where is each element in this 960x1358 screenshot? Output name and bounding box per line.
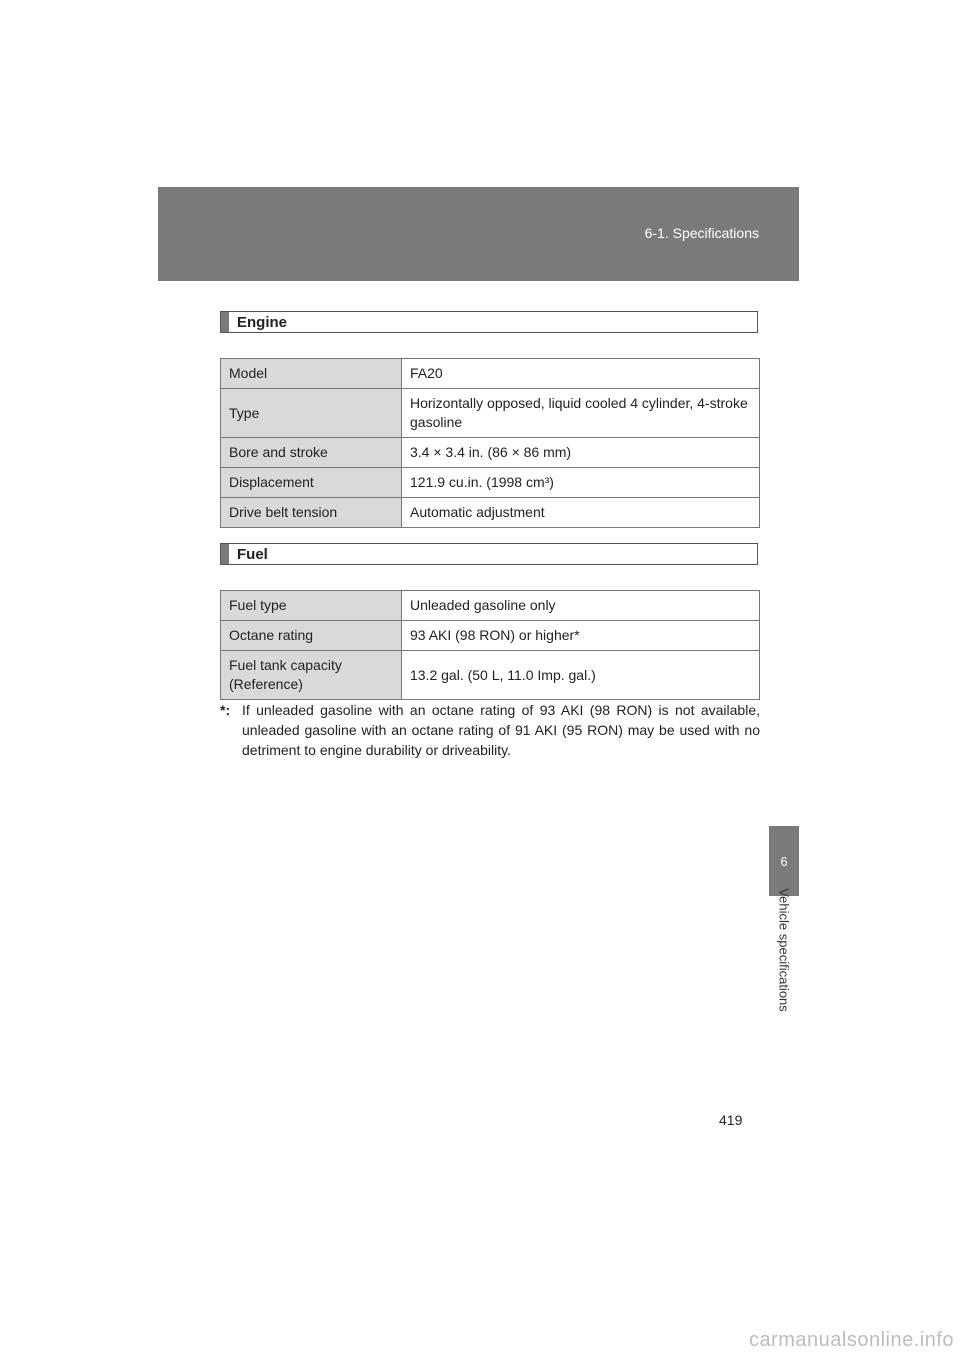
- footnote-text: If unleaded gasoline with an octane rating of 93 AKI (98 RON) is not available, unleaded gasoline with an octane rating of 91 AKI (95 RON) may be used with no detriment to engine durability or driveability.: [242, 702, 760, 758]
- row-label: Bore and stroke: [221, 438, 402, 468]
- row-value: 121.9 cu.in. (1998 cm³): [402, 468, 760, 498]
- engine-title: Engine: [237, 313, 288, 331]
- watermark: carmanualsonline.info: [748, 1329, 954, 1351]
- row-label: Fuel tank capacity (Reference): [221, 651, 402, 700]
- page-number: 419: [719, 1112, 743, 1128]
- table-row: [221, 389, 760, 438]
- fuel-table: [220, 590, 760, 700]
- table-row: [221, 359, 760, 389]
- footnote: [220, 700, 760, 760]
- fuel-title: Fuel: [237, 545, 268, 563]
- table-row: [221, 498, 760, 528]
- table-row: [221, 438, 760, 468]
- row-value: Automatic adjustment: [402, 498, 760, 528]
- section-title: 6-1. Specifications: [644, 225, 759, 241]
- row-value: FA20: [402, 359, 760, 389]
- row-value: 93 AKI (98 RON) or higher*: [402, 621, 760, 651]
- footnote-mark: *:: [220, 702, 231, 718]
- row-label: Type: [221, 389, 402, 438]
- row-value: 3.4 × 3.4 in. (86 × 86 mm): [402, 438, 760, 468]
- row-label: Model: [221, 359, 402, 389]
- row-value: 13.2 gal. (50 L, 11.0 Imp. gal.): [402, 651, 760, 700]
- table-row: [221, 621, 760, 651]
- chapter-label: Vehicle specifications: [776, 888, 792, 1012]
- heading-bar: [221, 312, 229, 332]
- row-value: Unleaded gasoline only: [402, 591, 760, 621]
- fuel-heading: [220, 543, 758, 565]
- heading-bar: [221, 544, 229, 564]
- row-label: Drive belt tension: [221, 498, 402, 528]
- table-row: [221, 651, 760, 700]
- chapter-number: 6: [780, 853, 788, 869]
- header-band: [158, 187, 799, 281]
- row-label: Displacement: [221, 468, 402, 498]
- table-row: [221, 591, 760, 621]
- engine-table: [220, 358, 760, 528]
- table-row: [221, 468, 760, 498]
- row-label: Octane rating: [221, 621, 402, 651]
- row-label: Fuel type: [221, 591, 402, 621]
- row-value: Horizontally opposed, liquid cooled 4 cylinder, 4-stroke gasoline: [402, 389, 760, 438]
- chapter-tab: [769, 826, 799, 896]
- engine-heading: [220, 311, 758, 333]
